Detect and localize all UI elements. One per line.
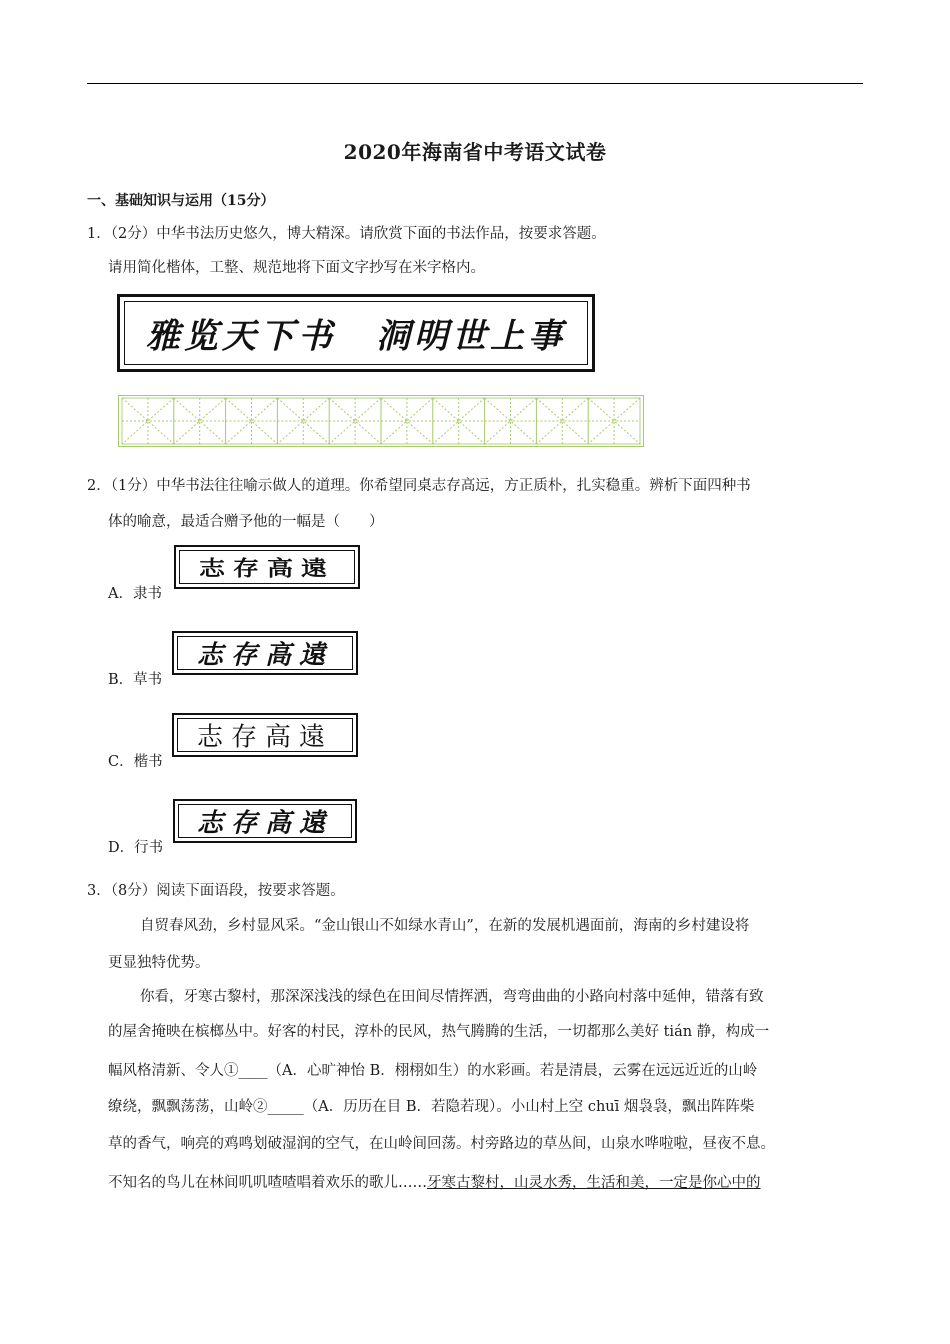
option-b-image[interactable] [172,631,358,675]
q3-para1-line1: 自贸春风劲，乡村显风采。“金山银山不如绿水青山”，在新的发展机遇面前，海南的乡村建设将 [140,918,750,934]
q2-stem-cont: 体的喻意，最适合赠予他的一幅是（ ） [108,514,384,530]
option-d-image[interactable] [173,799,357,843]
grid-cell[interactable] [588,398,640,444]
option-b-label[interactable]: B．草书 [108,672,163,688]
option-d-label[interactable]: D．行书 [108,840,164,856]
q3-para2-line5: 草的香气，响亮的鸡鸣划破湿润的空气，在山岭间回荡。村旁路边的草丛间，山泉水哗啦啦，昼夜不息。 [108,1136,775,1152]
q3-stem: 3．（8分）阅读下面语段，按要求答题。 [87,883,345,899]
option-b-calligraphy: 志存高遠 [196,640,333,671]
grid-cell[interactable] [226,398,278,444]
grid-cell[interactable] [174,398,226,444]
option-a-image[interactable] [174,545,360,589]
q3-para2-line1: 你看，牙寒古黎村，那深深浅浅的绿色在田间尽情挥洒，弯弯曲曲的小路向村落中延伸，错落有致 [140,989,764,1005]
section-heading: 一、基础知识与运用（15分） [87,193,275,209]
grid-cell[interactable] [433,398,485,444]
top-rule [87,83,863,84]
mizige-grid[interactable] [118,395,644,447]
q1-stem: 1．（2分）中华书法历史悠久，博大精深。请欣赏下面的书法作品，按要求答题。 [87,226,606,242]
q3-para2-line3: 幅风格清新、令人①____（A．心旷神怡 B．栩栩如生）的水彩画。若是清晨，云雾在远远近近的山岭 [108,1063,758,1079]
grid-cell[interactable] [122,398,174,444]
q3-para2-line2: 的屋舍掩映在槟榔丛中。好客的村民，淳朴的民风，热气腾腾的生活，一切都那么美好 tián 静，构成一 [108,1024,770,1040]
q3-para2-line6 [108,1173,761,1193]
calligraphy-left-phrase: 雅览天下书 [146,316,336,357]
option-d-calligraphy: 志存高遠 [196,808,333,839]
option-a-label[interactable]: A．隶书 [108,586,162,602]
calligraphy-artwork [117,294,595,372]
option-c-label[interactable]: C．楷书 [108,754,163,770]
q3-para1-line2: 更显独特优势。 [108,955,210,971]
option-a-calligraphy: 志存高遠 [198,557,335,581]
q3-para2-line4: 缭绕，飘飘荡荡，山岭②_____（A．历历在目 B．若隐若现）。小山村上空 chuī 烟袅袅，飘出阵阵柴 [108,1099,755,1115]
grid-cell[interactable] [485,398,537,444]
q1-instruction: 请用简化楷体，工整、规范地将下面文字抄写在米字格内。 [108,260,485,276]
q3-para2-line6-text: 不知名的鸟儿在林间叽叽喳喳唱着欢乐的歌儿…… [108,1175,427,1191]
option-c-calligraphy: 志存高遠 [196,722,333,753]
grid-cell[interactable] [277,398,329,444]
q2-stem: 2．（1分）中华书法往往喻示做人的道理。你希望同桌志存高远，方正质朴，扎实稳重。辨析下面四种书 [87,478,751,494]
grid-cell[interactable] [381,398,433,444]
q3-underlined-sentence: 牙寒古黎村，山灵水秀，生活和美，一定是你心中的 [427,1175,761,1191]
option-c-image[interactable] [172,713,358,757]
calligraphy-right-phrase: 洞明世上事 [376,316,566,357]
grid-cell[interactable] [329,398,381,444]
grid-cell[interactable] [536,398,588,444]
page-title: 2020年海南省中考语文试卷 [343,140,607,164]
